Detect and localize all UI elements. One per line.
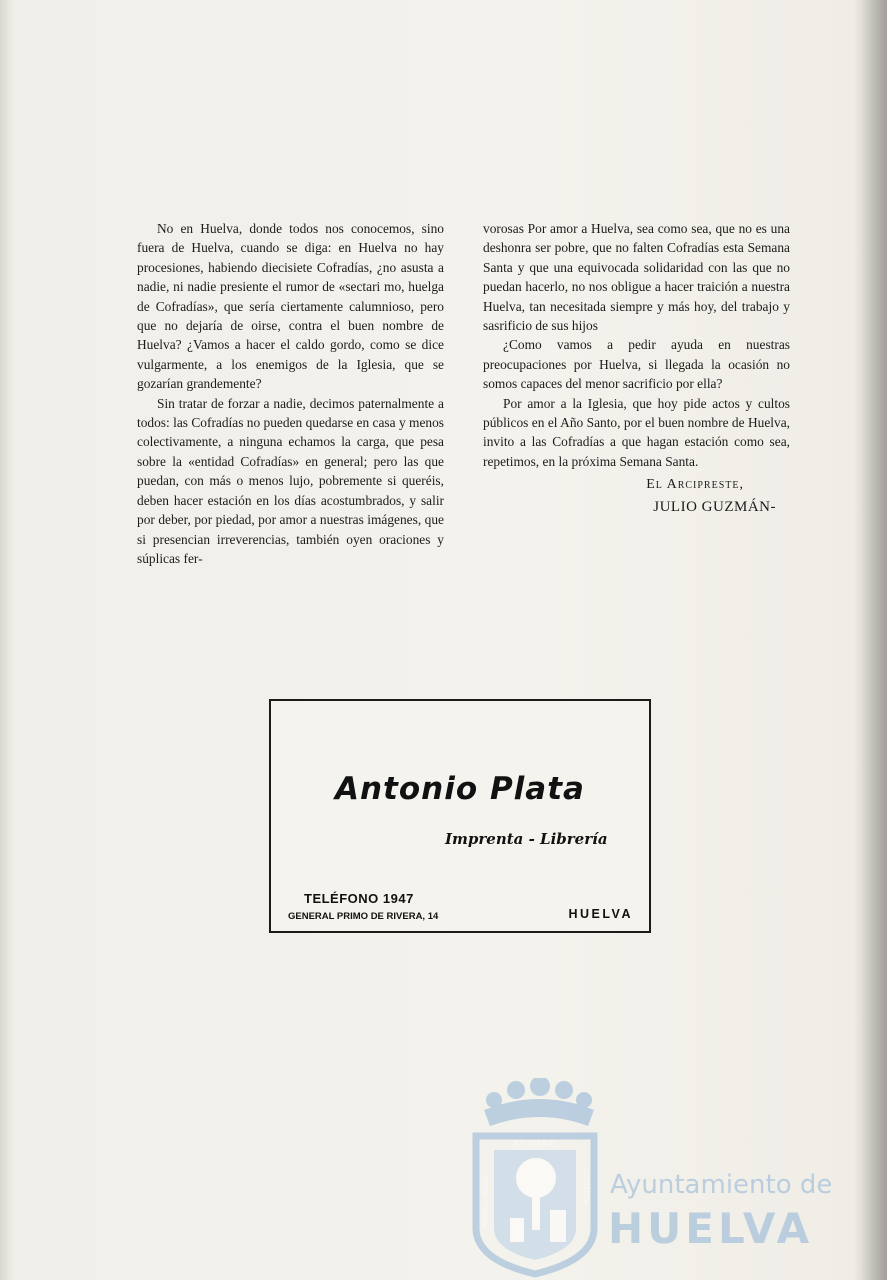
article-paragraph: Por amor a la Iglesia, que hoy pide actos y cultos públicos en el Año Santo, por el buen nombre de Huelva, invito a las Cofradías a que hagan estación como sea, repetimos, en la próxima Semana Santa.: [483, 395, 790, 469]
city-shield-icon: [470, 1078, 600, 1278]
advertiser-phone: TELÉFONO 1947: [304, 891, 414, 906]
svg-text:CUSTODIA: CUSTODIA: [582, 1168, 590, 1205]
article-paragraph: ¿Como vamos a pedir ayuda en nuestras preocupaciones por Huelva, si llegada la ocasión no somos capaces del menor sacrificio por ella?: [483, 337, 790, 392]
watermark: [470, 1078, 870, 1278]
article-left-column: [137, 219, 444, 568]
advertisement-box: [269, 699, 651, 933]
signature-name: JULIO GUZMÁN-: [653, 498, 776, 515]
article-paragraph: vorosas Por amor a Huelva, sea como sea, que no es una deshonra ser pobre, que no falten Cofradías esta Semana Santa y que una equivocada solidaridad con las que no puedan hacerlo, no nos obligue a hacer traición a nuestra Huelva, tan necesitada siempre y más hoy, del trabajo y sasrificio de sus hijos: [483, 221, 790, 334]
advertiser-name: Antonio Plata: [335, 771, 585, 807]
advertiser-business: Imprenta - Librería: [445, 830, 608, 848]
advertiser-address: GENERAL PRIMO DE RIVERA, 14: [288, 911, 439, 922]
article-paragraph: Sin tratar de forzar a nadie, decimos paternalmente a todos: las Cofradías no pueden quedarse en casa y menos colectivamente, a ninguna echamos la carga, que pesa sobre la «entidad Cofradías» en general; pero las que puedan, con más o menos lujo, pobremente si queréis, deben hacer estación en los días acostumbrados, y salir por deber, por piedad, por amor a nuestras imágenes, que si presencian irreverencias, también oyen oraciones y súplicas fer-: [137, 395, 444, 566]
signature: [483, 475, 790, 517]
article-right-column: [483, 219, 790, 517]
signature-title: El Arcipreste,: [646, 477, 744, 493]
advertiser-city: HUELVA: [568, 907, 633, 921]
svg-text:ET TERRÆ: ET TERRÆ: [514, 1139, 556, 1148]
watermark-line2: HUELVA: [608, 1204, 814, 1253]
article-paragraph: No en Huelva, donde todos nos conocemos, sino fuera de Huelva, cuando se diga: en Huelva no hay procesiones, habiendo diecisiete Cofradías, ¿no asusta a nadie, ni nadie presiente el rumor de «sectari mo, huelga de Cofradías», que sería ciertamente calumnioso, pero que no dejaría de oirse, contra el buen nombre de Huelva? ¿Vamos a hacer el caldo gordo, como se dice vulgarmente, a los enemigos de la Iglesia, que se gozarían grandemente?: [137, 221, 444, 392]
watermark-line1: Ayuntamiento de: [610, 1170, 833, 1200]
svg-text:PORTUS MARIS: PORTUS MARIS: [482, 1175, 490, 1228]
